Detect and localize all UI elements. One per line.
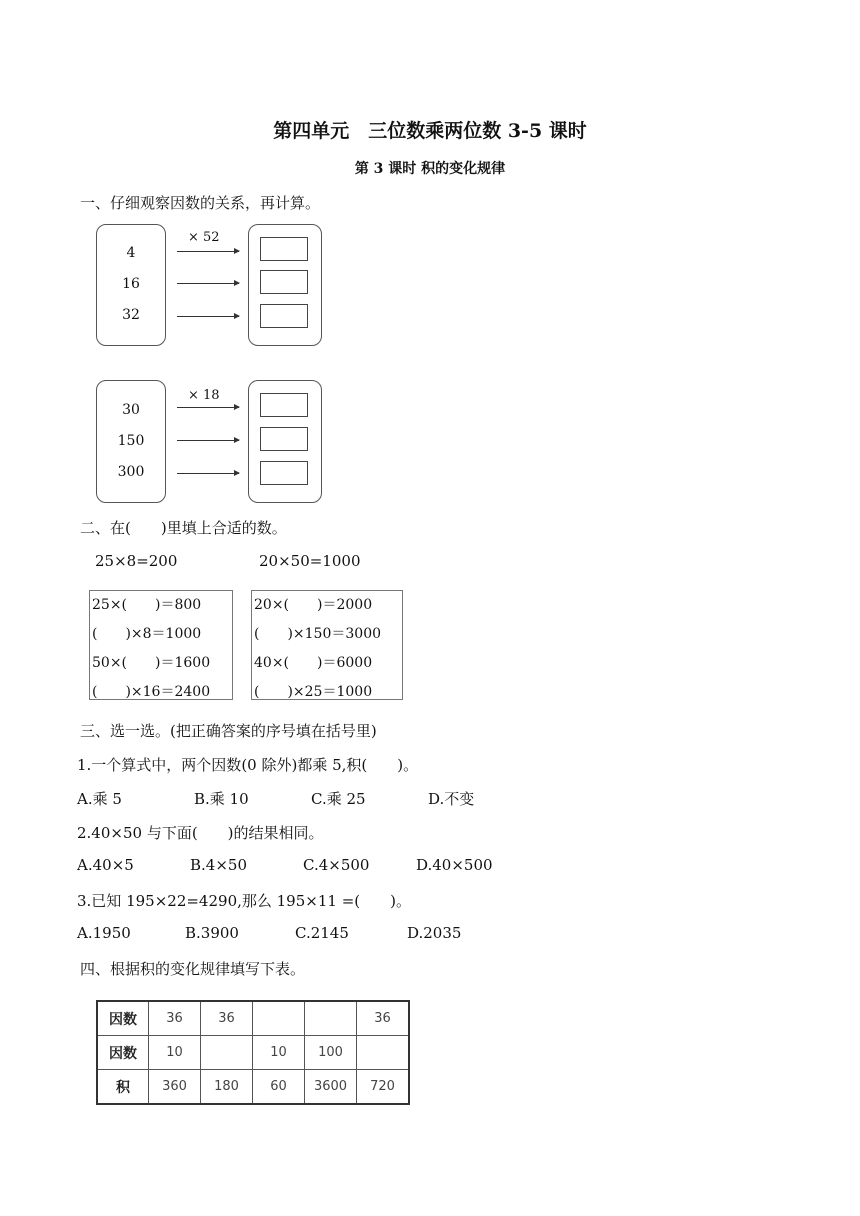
q3-option-a[interactable]: A.1950	[77, 924, 131, 942]
diagram-1-multiplier: × 52	[188, 230, 220, 245]
table-cell: 180	[201, 1070, 253, 1105]
answer-box[interactable]	[260, 427, 308, 451]
table-cell: 60	[253, 1070, 305, 1105]
q1-option-a[interactable]: A.乘 5	[77, 790, 122, 808]
q2-option-c[interactable]: C.4×500	[303, 856, 370, 874]
answer-box[interactable]	[260, 461, 308, 485]
table-row	[97, 1036, 409, 1070]
table-cell: 36	[201, 1001, 253, 1036]
q2-option-d[interactable]: D.40×500	[416, 856, 493, 874]
table-cell-blank[interactable]	[201, 1036, 253, 1070]
table-cell: 36	[149, 1001, 201, 1036]
section3-heading: 三、选一选。(把正确答案的序号填在括号里)	[80, 722, 377, 740]
answer-box[interactable]	[260, 393, 308, 417]
fill-item[interactable]: ( )×150＝3000	[254, 626, 382, 642]
row-label: 积	[97, 1070, 149, 1105]
factor-product-table	[96, 1000, 410, 1105]
section2-heading: 二、在( )里填上合适的数。	[80, 519, 287, 537]
fill-item[interactable]: 25×( )＝800	[92, 597, 202, 613]
arrow-icon	[177, 283, 239, 284]
arrow-icon	[177, 407, 239, 408]
arrow-icon	[177, 251, 239, 252]
table-cell: 360	[149, 1070, 201, 1105]
question-2: 2.40×50 与下面( )的结果相同。	[77, 824, 324, 842]
diagram-2-number-3: 300	[117, 464, 145, 480]
lesson-subtitle: 第 3 课时 积的变化规律	[354, 161, 506, 177]
diagram-2-number-1: 30	[122, 402, 140, 418]
fill-item[interactable]: ( )×25＝1000	[254, 684, 373, 700]
fill-item[interactable]: ( )×16＝2400	[92, 684, 211, 700]
table-cell-blank[interactable]	[305, 1001, 357, 1036]
table-cell: 720	[357, 1070, 410, 1105]
q1-option-d[interactable]: D.不变	[428, 790, 475, 808]
table-cell: 10	[253, 1036, 305, 1070]
arrow-icon	[177, 316, 239, 317]
diagram-1-number-3: 32	[122, 307, 140, 323]
fill-item[interactable]: 40×( )＝6000	[254, 655, 373, 671]
section1-heading: 一、仔细观察因数的关系，再计算。	[80, 194, 321, 212]
arrow-icon	[177, 440, 239, 441]
page-title: 第四单元 三位数乘两位数 3-5 课时	[273, 120, 587, 142]
row-label: 因数	[97, 1036, 149, 1070]
q2-option-b[interactable]: B.4×50	[190, 856, 247, 874]
q3-option-c[interactable]: C.2145	[295, 924, 349, 942]
diagram-2-number-2: 150	[117, 433, 145, 449]
fill-item[interactable]: ( )×8＝1000	[92, 626, 202, 642]
q1-option-b[interactable]: B.乘 10	[194, 790, 249, 808]
fill-item[interactable]: 20×( )＝2000	[254, 597, 373, 613]
table-cell: 100	[305, 1036, 357, 1070]
table-cell: 3600	[305, 1070, 357, 1105]
diagram-2-multiplier: × 18	[188, 388, 220, 403]
table-cell-blank[interactable]	[357, 1036, 410, 1070]
row-label: 因数	[97, 1001, 149, 1036]
answer-box[interactable]	[260, 237, 308, 261]
diagram-1-number-2: 16	[122, 276, 140, 292]
given-equation-1: 25×8=200	[95, 552, 178, 570]
table-cell-blank[interactable]	[253, 1001, 305, 1036]
table-row	[97, 1070, 409, 1105]
fill-item[interactable]: 50×( )＝1600	[92, 655, 211, 671]
arrow-icon	[177, 473, 239, 474]
table-cell: 36	[357, 1001, 410, 1036]
fill-box-right	[251, 590, 403, 700]
diagram-1-number-1: 4	[126, 245, 136, 261]
table-row	[97, 1001, 409, 1036]
given-equation-2: 20×50=1000	[259, 552, 361, 570]
table-cell: 10	[149, 1036, 201, 1070]
answer-box[interactable]	[260, 270, 308, 294]
q3-option-d[interactable]: D.2035	[407, 924, 462, 942]
answer-box[interactable]	[260, 304, 308, 328]
q1-option-c[interactable]: C.乘 25	[311, 790, 366, 808]
fill-box-left	[89, 590, 233, 700]
question-1: 1.一个算式中，两个因数(0 除外)都乘 5,积( )。	[77, 756, 419, 774]
q3-option-b[interactable]: B.3900	[185, 924, 239, 942]
question-3: 3.已知 195×22=4290,那么 195×11 =( )。	[77, 892, 411, 910]
q2-option-a[interactable]: A.40×5	[77, 856, 134, 874]
section4-heading: 四、根据积的变化规律填写下表。	[80, 960, 306, 978]
